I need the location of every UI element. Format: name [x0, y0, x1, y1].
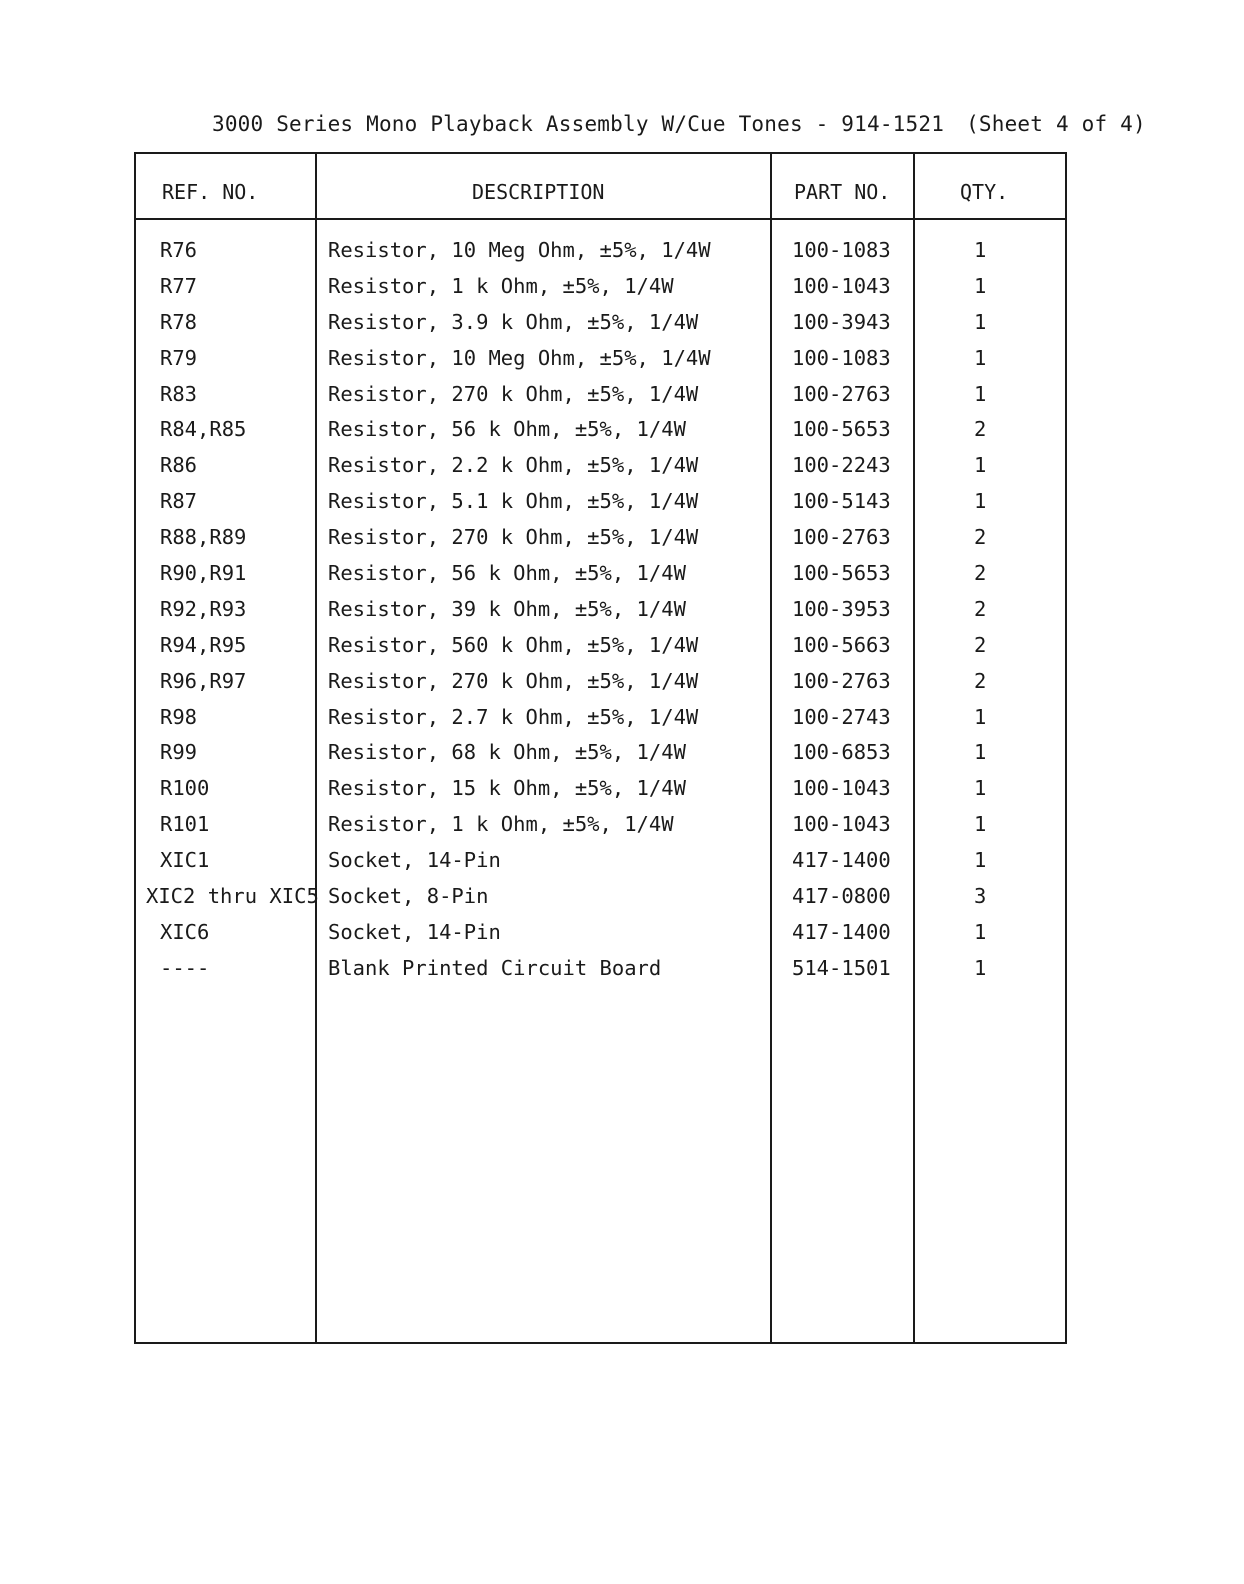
ref-cell: R84,R85 [160, 417, 247, 442]
table-row [136, 920, 1065, 956]
table-row [136, 525, 1065, 561]
qty-cell: 1 [974, 345, 987, 370]
description-cell: Socket, 8-Pin [328, 884, 489, 909]
description-cell: Socket, 14-Pin [328, 919, 501, 944]
document-title [212, 112, 1146, 136]
part-no-cell: 417-0800 [792, 884, 891, 909]
title-text: 3000 Series Mono Playback Assembly W/Cue Tones - 914-1521 [212, 112, 945, 136]
table-row [136, 740, 1065, 776]
description-cell: Blank Printed Circuit Board [328, 955, 662, 980]
qty-cell: 1 [974, 489, 987, 514]
ref-cell: XIC2 thru XIC5 [146, 884, 319, 909]
ref-cell: ---- [160, 955, 210, 980]
description-cell: Resistor, 1 k Ohm, ±5%, 1/4W [328, 812, 674, 837]
description-cell: Resistor, 270 k Ohm, ±5%, 1/4W [328, 381, 699, 406]
part-no-cell: 100-3953 [792, 596, 891, 621]
part-no-cell: 100-1083 [792, 345, 891, 370]
qty-cell: 2 [974, 632, 987, 657]
qty-cell: 1 [974, 309, 987, 334]
table-row [136, 597, 1065, 633]
description-cell: Resistor, 56 k Ohm, ±5%, 1/4W [328, 417, 686, 442]
qty-cell: 1 [974, 776, 987, 801]
description-cell: Resistor, 10 Meg Ohm, ±5%, 1/4W [328, 238, 711, 262]
description-cell: Resistor, 2.2 k Ohm, ±5%, 1/4W [328, 453, 699, 478]
qty-cell: 1 [974, 812, 987, 837]
table-row [136, 956, 1065, 992]
qty-cell: 2 [974, 668, 987, 693]
description-cell: Resistor, 39 k Ohm, ±5%, 1/4W [328, 596, 686, 621]
description-cell: Resistor, 2.7 k Ohm, ±5%, 1/4W [328, 704, 699, 729]
header-part-no: PART NO. [794, 180, 891, 204]
table-row [136, 382, 1065, 418]
table-row [136, 633, 1065, 669]
description-cell: Resistor, 56 k Ohm, ±5%, 1/4W [328, 561, 686, 586]
part-no-cell: 100-1083 [792, 238, 891, 262]
qty-cell: 1 [974, 381, 987, 406]
part-no-cell: 100-5653 [792, 417, 891, 442]
table-row [136, 812, 1065, 848]
table-row [136, 848, 1065, 884]
part-no-cell: 100-1043 [792, 273, 891, 298]
qty-cell: 2 [974, 596, 987, 621]
qty-cell: 2 [974, 525, 987, 550]
part-no-cell: 100-5653 [792, 561, 891, 586]
description-cell: Resistor, 270 k Ohm, ±5%, 1/4W [328, 525, 699, 550]
part-no-cell: 100-3943 [792, 309, 891, 334]
table-row [136, 884, 1065, 920]
part-no-cell: 100-2763 [792, 381, 891, 406]
ref-cell: XIC6 [160, 919, 210, 944]
header-description: DESCRIPTION [472, 180, 605, 204]
part-no-cell: 100-2743 [792, 704, 891, 729]
part-no-cell: 417-1400 [792, 848, 891, 873]
description-cell: Resistor, 270 k Ohm, ±5%, 1/4W [328, 668, 699, 693]
table-row [136, 346, 1065, 382]
qty-cell: 1 [974, 704, 987, 729]
description-cell: Resistor, 15 k Ohm, ±5%, 1/4W [328, 776, 686, 801]
description-cell: Resistor, 1 k Ohm, ±5%, 1/4W [328, 273, 674, 298]
qty-cell: 1 [974, 740, 987, 765]
ref-cell: R79 [160, 345, 198, 370]
table-row [136, 453, 1065, 489]
qty-cell: 1 [974, 848, 987, 873]
part-no-cell: 100-5143 [792, 489, 891, 514]
table-row [136, 669, 1065, 705]
ref-cell: XIC1 [160, 848, 210, 873]
ref-cell: R98 [160, 704, 198, 729]
header-qty: QTY. [960, 180, 1009, 204]
part-no-cell: 514-1501 [792, 955, 891, 980]
qty-cell: 1 [974, 453, 987, 478]
part-no-cell: 100-2763 [792, 668, 891, 693]
part-no-cell: 417-1400 [792, 919, 891, 944]
part-no-cell: 100-5663 [792, 632, 891, 657]
qty-cell: 2 [974, 561, 987, 586]
ref-cell: R87 [160, 489, 198, 514]
ref-cell: R77 [160, 273, 198, 298]
ref-cell: R86 [160, 453, 198, 478]
table-row [136, 274, 1065, 310]
description-cell: Resistor, 68 k Ohm, ±5%, 1/4W [328, 740, 686, 765]
qty-cell: 1 [974, 955, 987, 980]
qty-cell: 1 [974, 238, 987, 262]
table-body [136, 238, 1065, 992]
part-no-cell: 100-1043 [792, 812, 891, 837]
parts-list-table [134, 152, 1067, 1344]
ref-cell: R88,R89 [160, 525, 247, 550]
description-cell: Socket, 14-Pin [328, 848, 501, 873]
table-row [136, 238, 1065, 274]
ref-cell: R99 [160, 740, 198, 765]
table-row [136, 310, 1065, 346]
ref-cell: R100 [160, 776, 210, 801]
ref-cell: R96,R97 [160, 668, 247, 693]
table-row [136, 489, 1065, 525]
qty-cell: 2 [974, 417, 987, 442]
ref-cell: R78 [160, 309, 198, 334]
table-row [136, 417, 1065, 453]
ref-cell: R90,R91 [160, 561, 247, 586]
ref-cell: R101 [160, 812, 210, 837]
qty-cell: 3 [974, 884, 987, 909]
description-cell: Resistor, 10 Meg Ohm, ±5%, 1/4W [328, 345, 711, 370]
description-cell: Resistor, 5.1 k Ohm, ±5%, 1/4W [328, 489, 699, 514]
header-ref-no: REF. NO. [162, 180, 259, 204]
part-no-cell: 100-2763 [792, 525, 891, 550]
qty-cell: 1 [974, 919, 987, 944]
qty-cell: 1 [974, 273, 987, 298]
ref-cell: R94,R95 [160, 632, 247, 657]
sheet-number: (Sheet 4 of 4) [966, 112, 1146, 136]
table-row [136, 705, 1065, 741]
description-cell: Resistor, 3.9 k Ohm, ±5%, 1/4W [328, 309, 699, 334]
table-row [136, 776, 1065, 812]
description-cell: Resistor, 560 k Ohm, ±5%, 1/4W [328, 632, 699, 657]
part-no-cell: 100-2243 [792, 453, 891, 478]
ref-cell: R92,R93 [160, 596, 247, 621]
part-no-cell: 100-6853 [792, 740, 891, 765]
part-no-cell: 100-1043 [792, 776, 891, 801]
ref-cell: R76 [160, 238, 198, 262]
header-divider [136, 218, 1065, 220]
ref-cell: R83 [160, 381, 198, 406]
table-row [136, 561, 1065, 597]
